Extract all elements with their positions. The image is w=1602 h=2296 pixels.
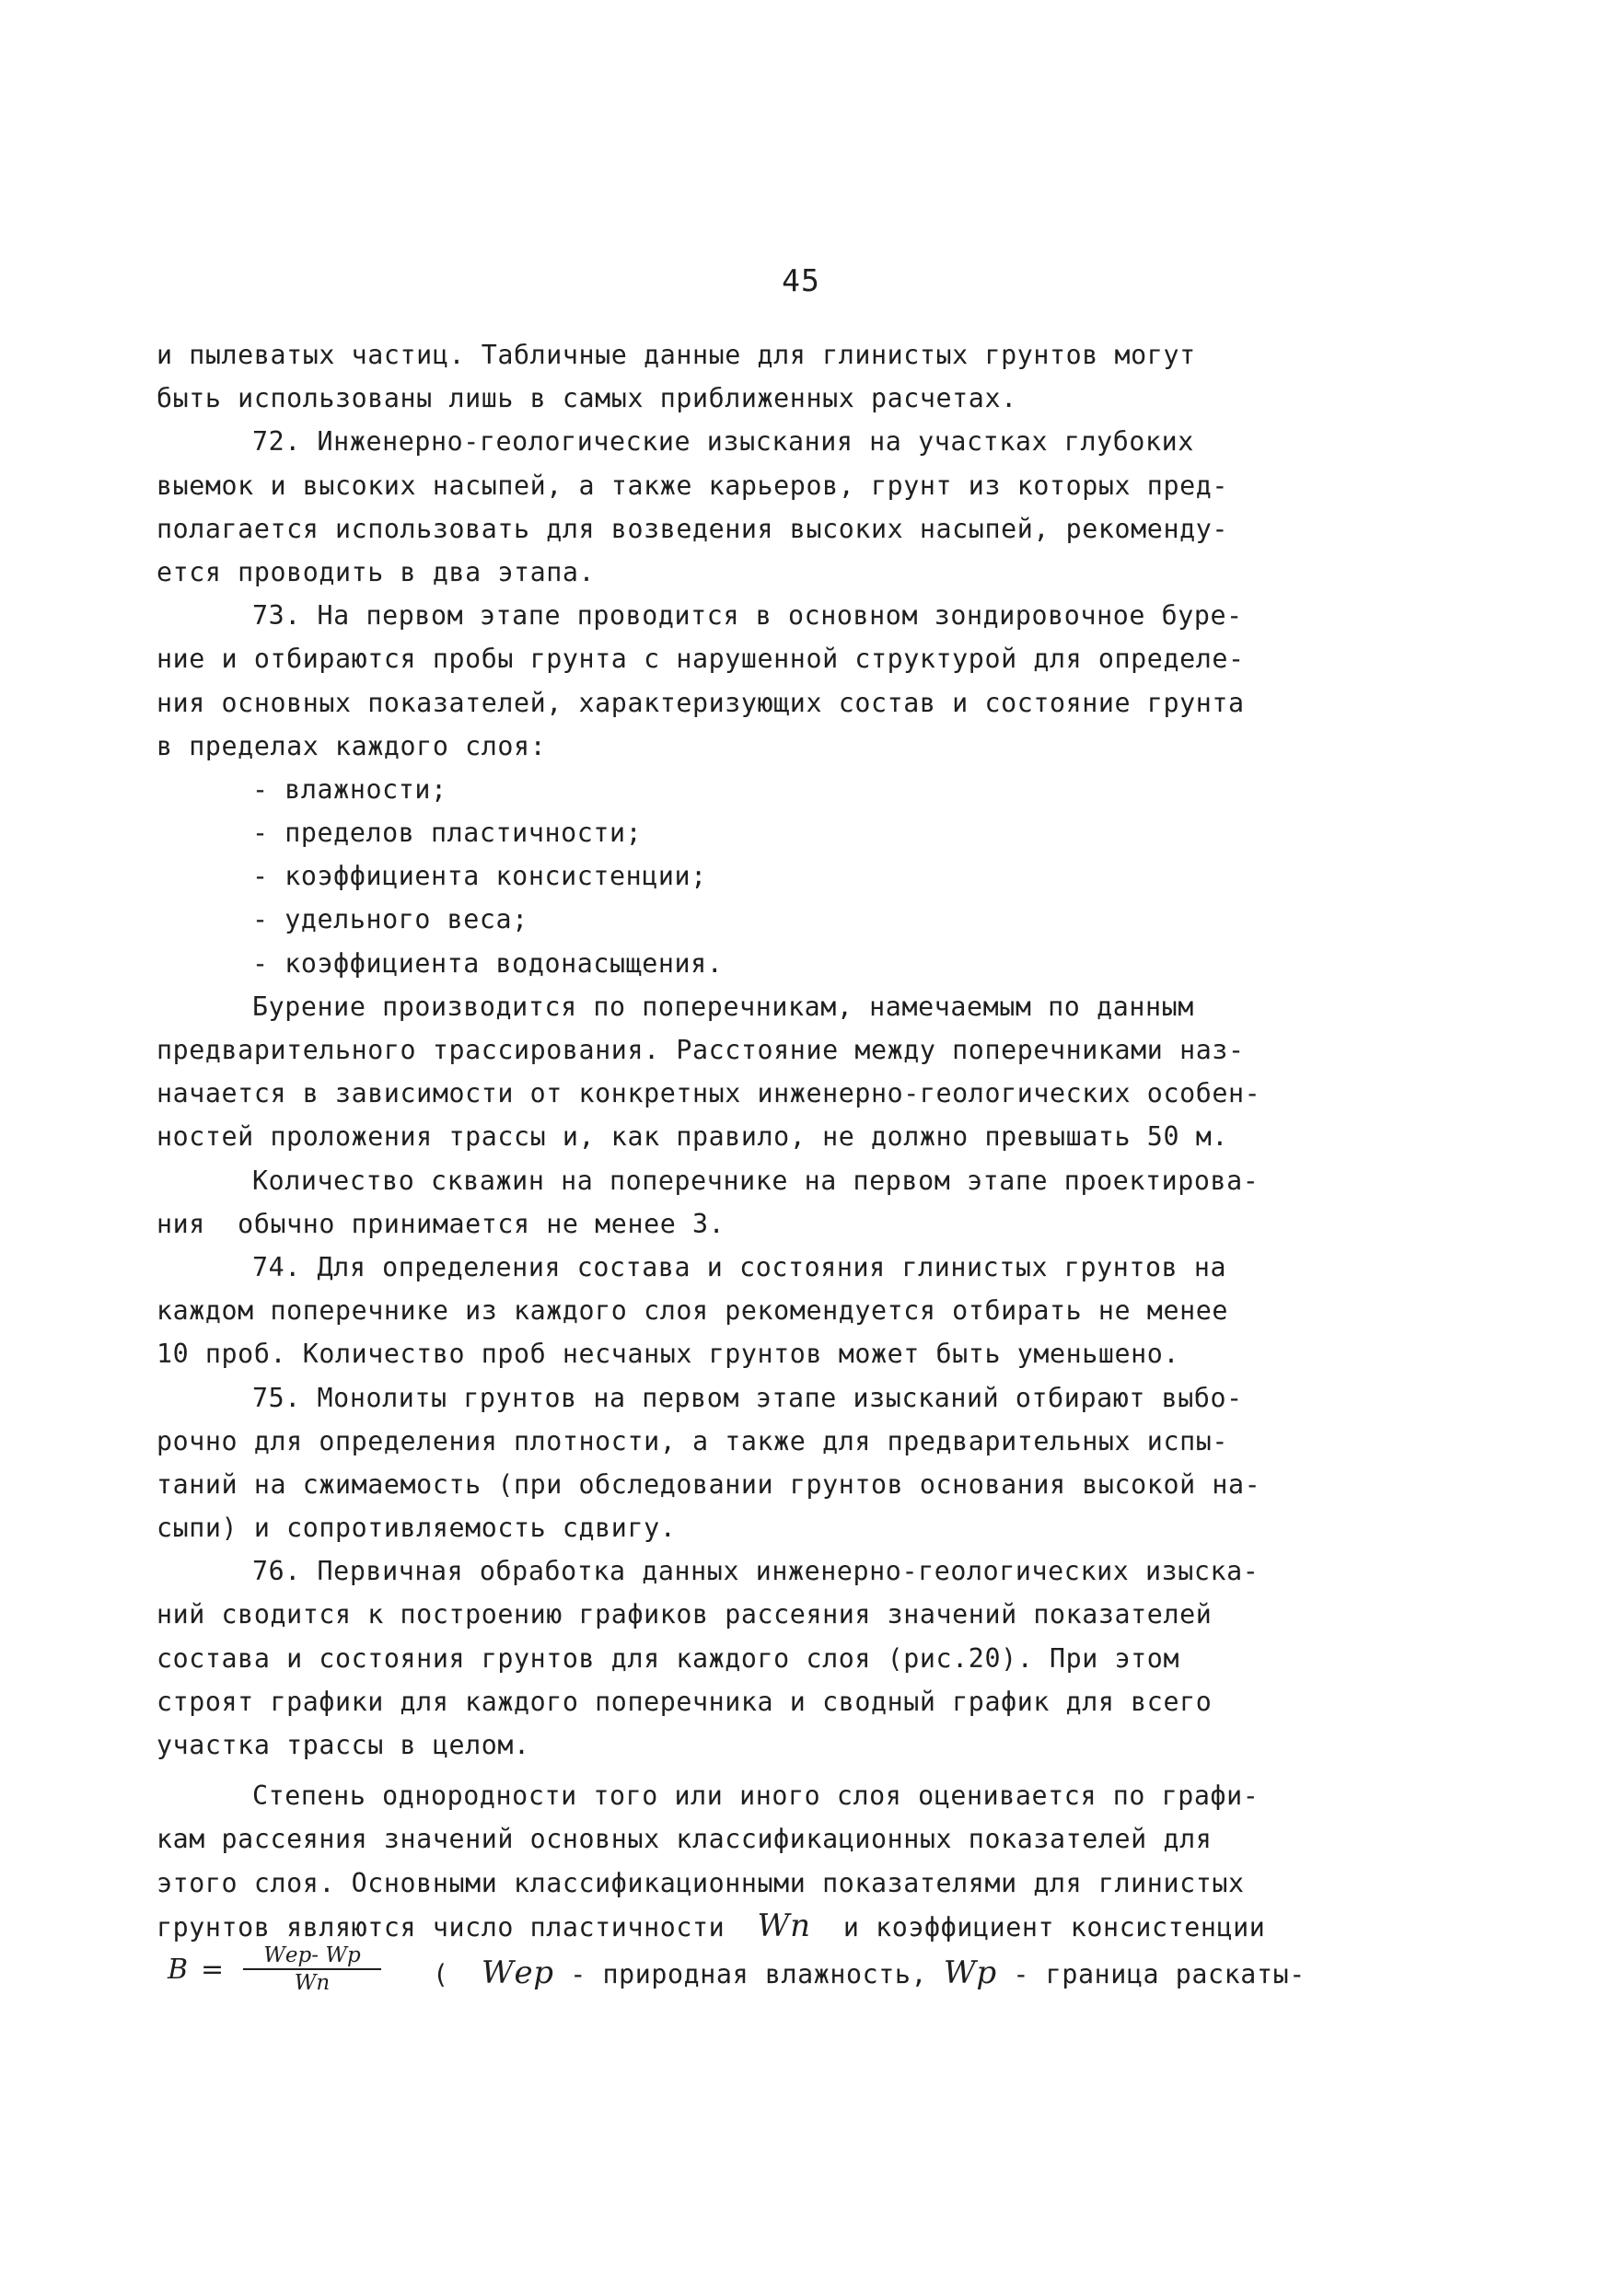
text-segment: - природная влажность, <box>570 1958 928 1989</box>
text-segment: грунтов являются число пластичности <box>157 1911 726 1942</box>
text-line: предварительного трассирования. Расстояние между поперечниками наз- <box>157 1035 1245 1065</box>
text-line-with-symbol <box>157 1905 1418 1948</box>
text-line: ний сводится к построению графиков рассеяния значений показателей <box>157 1599 1213 1630</box>
text-line: участка трассы в целом. <box>157 1730 530 1760</box>
paragraph-73-line: 73. На первом этапе проводится в основном зондировочное буре- <box>252 600 1243 632</box>
natural-moisture-symbol: Wер <box>481 1954 554 1991</box>
text-line: таний на сжимаемость (при обследовании грунтов основания высокой на- <box>157 1468 1261 1500</box>
text-line: Степень однородности того или иного слоя оценивается по графи- <box>252 1780 1260 1812</box>
formula-lhs: B <box>168 1953 189 1986</box>
paragraph-72-line: 72. Инженерно-геологические изыскания на участках глубоких <box>252 426 1194 458</box>
text-line: 10 проб. Количество проб несчаных грунтов может быть уменьшено. <box>157 1339 1180 1370</box>
paragraph-75-line: 75. Монолиты грунтов на первом этапе изысканий отбирают выбо- <box>252 1382 1243 1413</box>
plasticity-index-symbol: Wп <box>757 1907 811 1944</box>
list-item: - коэффициента водонасыщения. <box>252 947 724 979</box>
list-item: - пределов пластичности; <box>252 818 643 849</box>
text-line: в пределах каждого слоя: <box>157 730 547 761</box>
list-item: - влажности; <box>252 773 447 805</box>
text-line: Бурение производится по поперечникам, намечаемым по данным <box>252 991 1194 1022</box>
formula-explanation <box>433 1952 1306 1996</box>
formula-equals: = <box>201 1953 225 1986</box>
text-line: ние и отбираются пробы грунта с нарушенной структурой для определе- <box>157 644 1245 675</box>
formula-line <box>157 1942 1418 2003</box>
text-line: кам рассеяния значений основных классификационных показателей для <box>157 1824 1213 1855</box>
formula-denominator: Wп <box>294 1970 331 1995</box>
list-item: - удельного веса; <box>252 904 528 935</box>
paragraph-74-line: 74. Для определения состава и состояния глинистых грунтов на <box>252 1251 1227 1282</box>
text-line: каждом поперечнике из каждого слоя рекомендуется отбирать не менее <box>157 1295 1228 1327</box>
text-segment: - граница раскаты- <box>1013 1958 1306 1989</box>
text-line: ния обычно принимается не менее 3. <box>157 1208 726 1239</box>
list-item: - коэффициента консистенции; <box>252 861 707 892</box>
text-line: сыпи) и сопротивляемость сдвигу. <box>157 1513 677 1544</box>
text-line: рочно для определения плотности, а также для предварительных испы- <box>157 1425 1228 1456</box>
text-line: и пылеватых частиц. Табличные данные для глинистых грунтов могут <box>157 340 1196 370</box>
open-paren: ( <box>433 1958 449 1989</box>
text-line: Количество скважин на поперечнике на первом этапе проектирова- <box>252 1165 1260 1196</box>
text-line: состава и состояния грунтов для каждого слоя (рис.20). При этом <box>157 1642 1180 1674</box>
body-text <box>157 333 1418 2003</box>
text-line: быть использованы лишь в самых приближенных расчетах. <box>157 383 1017 414</box>
text-segment: и коэффициент консистенции <box>842 1911 1266 1942</box>
text-line: начается в зависимости от конкретных инженерно-геологических особен- <box>157 1078 1261 1109</box>
text-line: этого слоя. Основными классификационными показателями для глинистых <box>157 1867 1245 1898</box>
text-line: выемок и высоких насыпей, а также карьеров, грунт из которых пред- <box>157 470 1228 501</box>
text-line: ется проводить в два этапа. <box>157 556 596 587</box>
text-line: полагается использовать для возведения высоких насыпей, рекоменду- <box>157 513 1228 544</box>
formula-numerator: Wер- Wр <box>243 1942 381 1970</box>
page-number: 45 <box>782 262 820 298</box>
plastic-limit-symbol: Wр <box>943 1954 997 1991</box>
text-line: строят графики для каждого поперечника и сводный график для всего <box>157 1686 1213 1717</box>
text-line: ностей проложения трассы и, как правило, не должно превышать 50 м. <box>157 1121 1228 1153</box>
paragraph-76-line: 76. Первичная обработка данных инженерно-геологических изыска- <box>252 1556 1260 1587</box>
text-line: ния основных показателей, характеризующих состав и состояние грунта <box>157 687 1245 718</box>
